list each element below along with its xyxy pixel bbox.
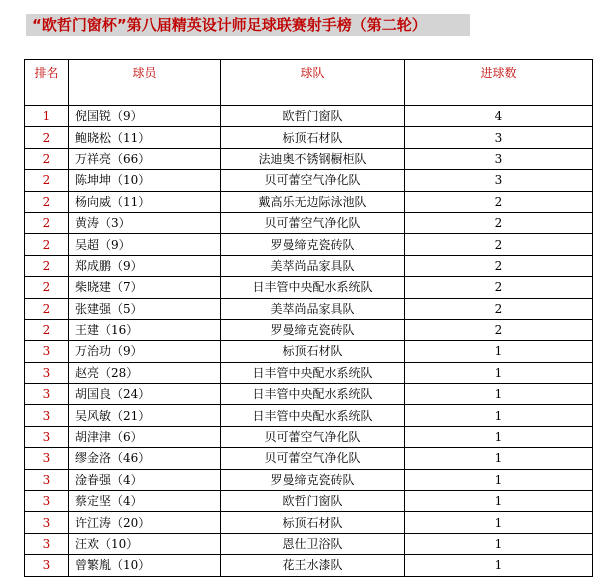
table-row — [25, 106, 593, 127]
player-cell: 张建强（5） — [69, 298, 221, 319]
team-cell: 贝可蕾空气净化队 — [221, 170, 405, 191]
goals-cell: 4 — [405, 106, 593, 127]
goals-cell: 1 — [405, 362, 593, 383]
goals-cell: 2 — [405, 234, 593, 255]
player-cell: 淦眷强（4） — [69, 469, 221, 490]
team-cell: 戴高乐无边际泳池队 — [221, 191, 405, 212]
team-cell: 美萃尚品家具队 — [221, 298, 405, 319]
team-cell: 美萃尚品家具队 — [221, 255, 405, 276]
table-row — [25, 341, 593, 362]
table-row — [25, 212, 593, 233]
team-cell: 日丰管中央配水系统队 — [221, 384, 405, 405]
player-cell: 汪欢（10） — [69, 533, 221, 554]
table-row — [25, 234, 593, 255]
rank-cell: 3 — [25, 512, 69, 533]
goals-cell: 2 — [405, 298, 593, 319]
player-cell: 赵亮（28） — [69, 362, 221, 383]
table-row — [25, 426, 593, 447]
team-cell: 欧哲门窗队 — [221, 106, 405, 127]
table-row — [25, 277, 593, 298]
goals-cell: 1 — [405, 512, 593, 533]
rank-cell: 3 — [25, 384, 69, 405]
rank-cell: 3 — [25, 405, 69, 426]
rank-cell: 2 — [25, 127, 69, 148]
rank-cell: 3 — [25, 362, 69, 383]
table-row — [25, 319, 593, 340]
player-cell: 蔡定坚（4） — [69, 491, 221, 512]
scorers-table — [24, 59, 593, 577]
goals-cell: 2 — [405, 319, 593, 340]
player-cell: 郑成鹏（9） — [69, 255, 221, 276]
table-row — [25, 127, 593, 148]
team-cell: 罗曼缔克瓷砖队 — [221, 319, 405, 340]
team-cell: 标顶石材队 — [221, 512, 405, 533]
player-cell: 万祥亮（66） — [69, 148, 221, 169]
player-cell: 缪金洛（46） — [69, 448, 221, 469]
team-cell: 贝可蕾空气净化队 — [221, 426, 405, 447]
table-row — [25, 255, 593, 276]
goals-cell: 2 — [405, 277, 593, 298]
player-cell: 吴风敏（21） — [69, 405, 221, 426]
header-rank: 排名 — [25, 60, 69, 106]
player-cell: 万治功（9） — [69, 341, 221, 362]
player-cell: 曾繁胤（10） — [69, 555, 221, 576]
rank-cell: 3 — [25, 469, 69, 490]
goals-cell: 3 — [405, 127, 593, 148]
player-cell: 鲍晓松（11） — [69, 127, 221, 148]
table-row — [25, 448, 593, 469]
player-cell: 倪国锐（9） — [69, 106, 221, 127]
goals-cell: 2 — [405, 191, 593, 212]
team-cell: 标顶石材队 — [221, 341, 405, 362]
team-cell: 日丰管中央配水系统队 — [221, 277, 405, 298]
rank-cell: 1 — [25, 106, 69, 127]
table-row — [25, 512, 593, 533]
table-row — [25, 555, 593, 576]
team-cell: 贝可蕾空气净化队 — [221, 212, 405, 233]
player-cell: 杨向威（11） — [69, 191, 221, 212]
team-cell: 法迪奥不锈钢橱柜队 — [221, 148, 405, 169]
table-row — [25, 384, 593, 405]
team-cell: 罗曼缔克瓷砖队 — [221, 469, 405, 490]
goals-cell: 1 — [405, 533, 593, 554]
goals-cell: 1 — [405, 384, 593, 405]
rank-cell: 2 — [25, 191, 69, 212]
goals-cell: 1 — [405, 555, 593, 576]
goals-cell: 3 — [405, 148, 593, 169]
player-cell: 胡津津（6） — [69, 426, 221, 447]
rank-cell: 2 — [25, 298, 69, 319]
rank-cell: 2 — [25, 212, 69, 233]
team-cell: 贝可蕾空气净化队 — [221, 448, 405, 469]
goals-cell: 3 — [405, 170, 593, 191]
rank-cell: 3 — [25, 491, 69, 512]
rank-cell: 3 — [25, 533, 69, 554]
goals-cell: 1 — [405, 491, 593, 512]
table-row — [25, 469, 593, 490]
player-cell: 许江涛（20） — [69, 512, 221, 533]
table-row — [25, 491, 593, 512]
rank-cell: 2 — [25, 170, 69, 191]
page-title: “欧哲门窗杯”第八届精英设计师足球联赛射手榜（第二轮） — [26, 14, 470, 36]
rank-cell: 2 — [25, 319, 69, 340]
player-cell: 柴晓建（7） — [69, 277, 221, 298]
table-row — [25, 405, 593, 426]
rank-cell: 2 — [25, 277, 69, 298]
table-row — [25, 191, 593, 212]
rank-cell: 3 — [25, 555, 69, 576]
rank-cell: 3 — [25, 448, 69, 469]
team-cell: 标顶石材队 — [221, 127, 405, 148]
player-cell: 陈坤坤（10） — [69, 170, 221, 191]
table-row — [25, 170, 593, 191]
table-row — [25, 362, 593, 383]
player-cell: 吴超（9） — [69, 234, 221, 255]
goals-cell: 2 — [405, 255, 593, 276]
table-row — [25, 298, 593, 319]
header-player: 球员 — [69, 60, 221, 106]
team-cell: 恩仕卫浴队 — [221, 533, 405, 554]
rank-cell: 3 — [25, 426, 69, 447]
header-goals: 进球数 — [405, 60, 593, 106]
goals-cell: 1 — [405, 469, 593, 490]
team-cell: 日丰管中央配水系统队 — [221, 362, 405, 383]
goals-cell: 1 — [405, 426, 593, 447]
table-header-row — [25, 60, 593, 106]
goals-cell: 2 — [405, 212, 593, 233]
team-cell: 欧哲门窗队 — [221, 491, 405, 512]
player-cell: 王建（16） — [69, 319, 221, 340]
header-team: 球队 — [221, 60, 405, 106]
team-cell: 日丰管中央配水系统队 — [221, 405, 405, 426]
team-cell: 罗曼缔克瓷砖队 — [221, 234, 405, 255]
rank-cell: 2 — [25, 148, 69, 169]
rank-cell: 2 — [25, 234, 69, 255]
goals-cell: 1 — [405, 405, 593, 426]
player-cell: 胡国良（24） — [69, 384, 221, 405]
rank-cell: 2 — [25, 255, 69, 276]
goals-cell: 1 — [405, 448, 593, 469]
player-cell: 黄涛（3） — [69, 212, 221, 233]
team-cell: 花王水漆队 — [221, 555, 405, 576]
goals-cell: 1 — [405, 341, 593, 362]
table-row — [25, 533, 593, 554]
rank-cell: 3 — [25, 341, 69, 362]
table-row — [25, 148, 593, 169]
